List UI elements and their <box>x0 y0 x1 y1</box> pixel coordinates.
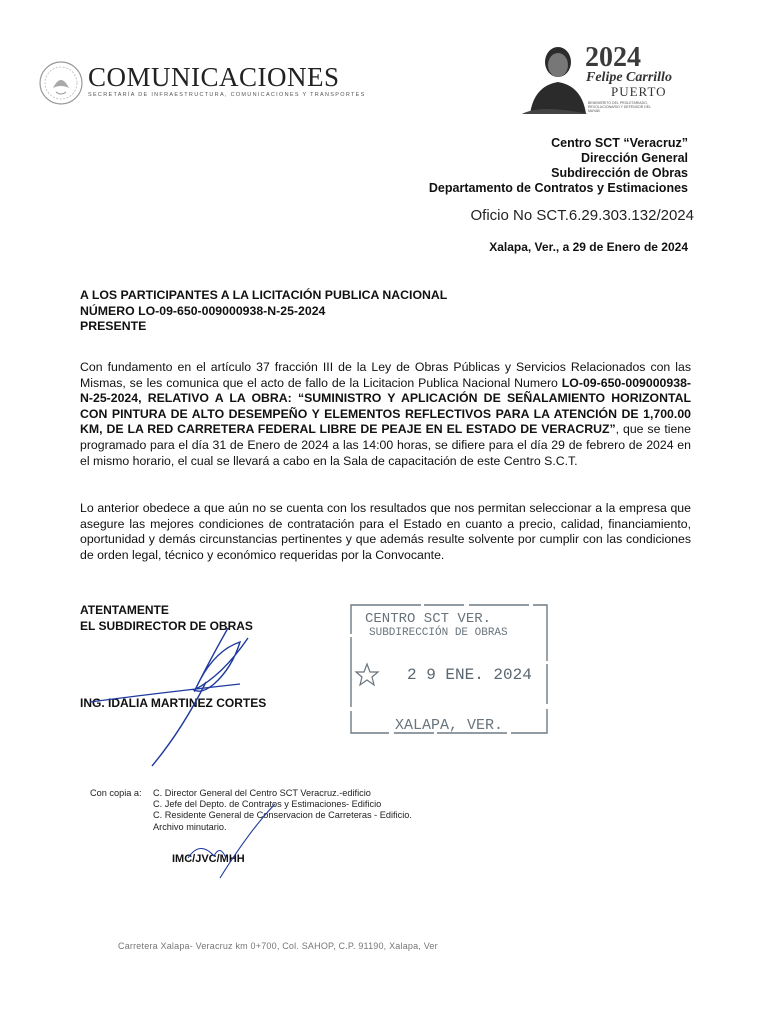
signer-name: ING. IDALIA MARTINEZ CORTES <box>80 696 267 710</box>
paragraph-1-rest: , que se tiene programado para el día 31 de Enero de 2024 a las 14:00 horas, se difiere para el día 29 de febrero de 2024 en el mismo horario, el cual se llevará a cabo en la Sala de capacitación de este Centro S.C.T. <box>80 422 691 468</box>
oficio-number: Oficio No SCT.6.29.303.132/2024 <box>470 207 694 224</box>
paragraph-1-intro: Con fundamento en el artículo 37 fracción III de la Ley de Obras Públicas y Servicios Relacionados con las Mismas, se les comunica que el acto de fallo de la Licitacion Publica Nacional Numero <box>80 360 691 390</box>
portrait-logo-icon <box>520 40 590 115</box>
addressee-line-3: PRESENTE <box>80 319 147 333</box>
stamp-line-1: CENTRO SCT VER. <box>365 611 492 627</box>
paragraph-1-bold: LO-09-650-009000938-N-25-2024, RELATIVO A LA OBRA: “SUMINISTRO Y APLICACIÓN DE SEÑALAMIENTO HORIZONTAL CON PINTURA DE ALTO DESEMPEÑO Y ELEMENTOS REFLECTIVOS PARA LA ATENCIÓN DE 1,700.00 KM, DE LA RED CARRETERA FEDERAL LIBRE DE PEAJE EN EL ESTADO DE VERACRUZ” <box>80 375 691 437</box>
cc-item: C. Jefe del Depto. de Contratos y Estimaciones- Edificio <box>153 799 382 809</box>
year-logo: 2024 <box>585 42 641 73</box>
initials: IMC/JVC/MHH <box>172 853 245 865</box>
national-seal-icon <box>38 60 84 106</box>
office-line-4: Departamento de Contratos y Estimaciones <box>428 181 688 195</box>
office-line-1: Centro SCT “Veracruz” <box>551 136 688 150</box>
closing-atte: ATENTAMENTE <box>80 603 169 617</box>
brand-title: COMUNICACIONES <box>88 62 340 92</box>
logo-motto: BENEMÉRITO DEL PROLETARIADO, REVOLUCIONARIO Y DEFENSOR DEL MAYAB <box>588 101 651 113</box>
cc-item: Archivo minutario. <box>153 822 227 832</box>
cc-label: Con copia a: <box>90 788 142 798</box>
logo-name: Felipe Carrillo <box>586 70 672 85</box>
stamp-star-icon <box>356 664 378 685</box>
logo-puerto: PUERTO <box>611 84 667 99</box>
addressee-line-2: NÚMERO LO-09-650-009000938-N-25-2024 <box>80 304 326 318</box>
brand-subtitle: SECRETARÍA DE INFRAESTRUCTURA, COMUNICACIONES Y TRANSPORTES <box>88 92 366 98</box>
stamp-line-2: SUBDIRECCIÓN DE OBRAS <box>369 627 508 639</box>
footer-address: Carretera Xalapa- Veracruz km 0+700, Col. SAHOP, C.P. 91190, Xalapa, Ver <box>118 941 438 951</box>
handwritten-signature <box>90 620 290 770</box>
addressee-line-1: A LOS PARTICIPANTES A LA LICITACIÓN PUBLICA NACIONAL <box>80 288 448 302</box>
stamp-date: 2 9 ENE. 2024 <box>407 666 532 684</box>
document-date: Xalapa, Ver., a 29 de Enero de 2024 <box>489 240 688 254</box>
received-stamp <box>347 602 557 737</box>
office-line-2: Dirección General <box>581 151 688 165</box>
initials-pen-marks <box>180 800 300 880</box>
stamp-city: XALAPA, VER. <box>395 717 504 734</box>
paragraph-1 <box>80 360 691 469</box>
paragraph-2: Lo anterior obedece a que aún no se cuenta con los resultados que nos permitan seleccionar a la empresa que asegure las mejores condiciones de contratación para el Estado en cuanto a precio, calidad, financiamiento, oportunidad y demás circunstancias pertinentes y que además resulte solvente por cumplir con las condiciones de orden legal, técnico y económico requeridas por la Convocante. <box>80 501 691 562</box>
cc-item: C. Residente General de Conservacion de Carreteras - Edificio. <box>153 810 412 820</box>
cc-item: C. Director General del Centro SCT Veracruz.-edificio <box>153 788 371 798</box>
closing-role: EL SUBDIRECTOR DE OBRAS <box>80 619 253 633</box>
office-line-3: Subdirección de Obras <box>551 166 688 180</box>
